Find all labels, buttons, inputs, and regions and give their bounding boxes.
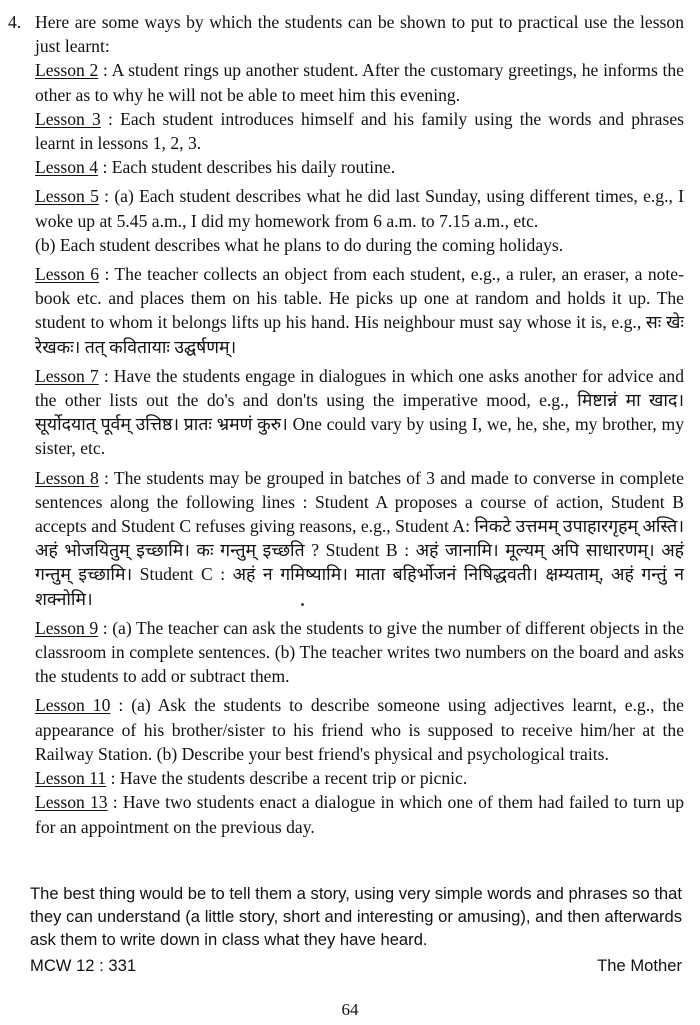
lesson-label: Lesson 8: [35, 467, 99, 488]
lesson-text: : Each student describes his daily routine.: [98, 157, 396, 178]
lesson-paragraph: [35, 766, 684, 790]
quote-reference: MCW 12 : 331: [30, 956, 137, 975]
lesson-text-part-b: (b) Each student describes what he plans to do during the coming holidays.: [35, 234, 564, 255]
stray-dot: [301, 603, 304, 606]
lesson-label: Lesson 11: [35, 768, 107, 789]
lesson-text: : Have the students engage in dialogues in which one asks another for advice and the other lists out the do's and don'ts using the imperative mood, e.g., मिष्टान्नं मा खाद। सूर्योदयात् पूर्वम् उत्तिष्ठ। प्रातः भ्रमणं कुरु। One could vary by using I, we, he, she, my brother, my sister, etc.: [35, 365, 685, 459]
mother-quote: The best thing would be to tell them a story, using very simple words and phrases so that they can understand (a little story, short and interesting or amusing), and then afterwards ask them to write down in class what they have heard.: [30, 884, 682, 949]
lesson-label: Lesson 2: [35, 60, 99, 81]
lesson-text: : (a) Ask the students to describe someone using adjectives learnt, e.g., the appearance of his brother/sister to his friend who is supposed to receive him/her at the Railway Station. (b) Describe your best friend's physical and psychological traits.: [35, 695, 684, 764]
lesson-label: Lesson 10: [35, 695, 111, 716]
lesson-paragraph: [35, 184, 684, 257]
lesson-paragraph: [35, 58, 684, 106]
lesson-text: : Each student introduces himself and his family using the words and phrases learnt in lessons 1, 2, 3.: [35, 108, 684, 154]
lesson-paragraph: [35, 466, 684, 611]
lesson-label: Lesson 9: [35, 617, 99, 638]
lesson-text: : Have two students enact a dialogue in which one of them had failed to turn up for an appointment on the previous day.: [35, 792, 684, 837]
lesson-text: : The teacher collects an object from each student, e.g., a ruler, an eraser, a note-book etc. and places them on his table. He picks up one at random and holds it up. The student to whom it belongs lifts up his hand. His neighbour must say whose it is, e.g., सः खेः रेखकः। तत् कवितायाः उद्घर्षणम्।: [35, 264, 684, 357]
lesson-text: : The students may be grouped in batches of 3 and made to converse in complete sentences along the following lines : Student A proposes a course of action, Student B accepts and Student C refuses giving reasons, e.g., Student A: निकटे उत्तमम् उपाहारगृहम् अस्ति। अहं भोजयितुम् इच्छामि। कः गन्तुम् इच्छति ? Student B : अहं जानामि। मूल्यम् अपि साधारणम्। अहं गन्तुम् इच्छामि। Student C : अहं न गमिष्यामि। माता बहिर्भोजनं निषिद्धवती। क्षम्यताम्, अहं गन्तुं न शक्नोमि।: [35, 467, 684, 609]
lesson-paragraph: [35, 790, 684, 838]
page-number: 64: [341, 1000, 359, 1019]
lesson-text: : A student rings up another student. After the customary greetings, he informs the other as to why he will not be able to meet him this evening.: [35, 60, 684, 105]
lesson-paragraph: [35, 693, 684, 766]
lesson-label: Lesson 3: [35, 108, 101, 129]
item-intro: Here are some ways by which the students can be shown to put to practical use the lesson just learnt:: [35, 12, 684, 57]
lesson-text: : (a) The teacher can ask the students to give the number of different objects in the classroom in complete sentences. (b) The teacher writes two numbers on the board and asks the students to add or subtract them.: [35, 617, 684, 687]
quote-author: The Mother: [597, 956, 682, 975]
lesson-paragraph: [35, 364, 684, 461]
numbered-item-4: [8, 10, 684, 839]
lesson-text: : (a) Each student describes what he did last Sunday, using different times, e.g., I woke up at 5.45 a.m., I did my homework from 6 a.m. to 7.15 a.m., etc.: [35, 186, 684, 231]
item-number: 4.: [8, 12, 22, 32]
lesson-paragraph: [35, 155, 684, 179]
item-body: [35, 10, 684, 839]
lesson-paragraph: [35, 616, 684, 689]
lesson-label: Lesson 4: [35, 157, 99, 178]
lesson-label: Lesson 13: [35, 792, 108, 813]
lesson-paragraph: [35, 262, 684, 359]
lesson-text: : Have the students describe a recent trip or picnic.: [106, 768, 468, 789]
lesson-paragraph: [35, 107, 684, 155]
lesson-label: Lesson 7: [35, 365, 99, 386]
lesson-label: Lesson 6: [35, 264, 100, 285]
lesson-label: Lesson 5: [35, 186, 99, 207]
